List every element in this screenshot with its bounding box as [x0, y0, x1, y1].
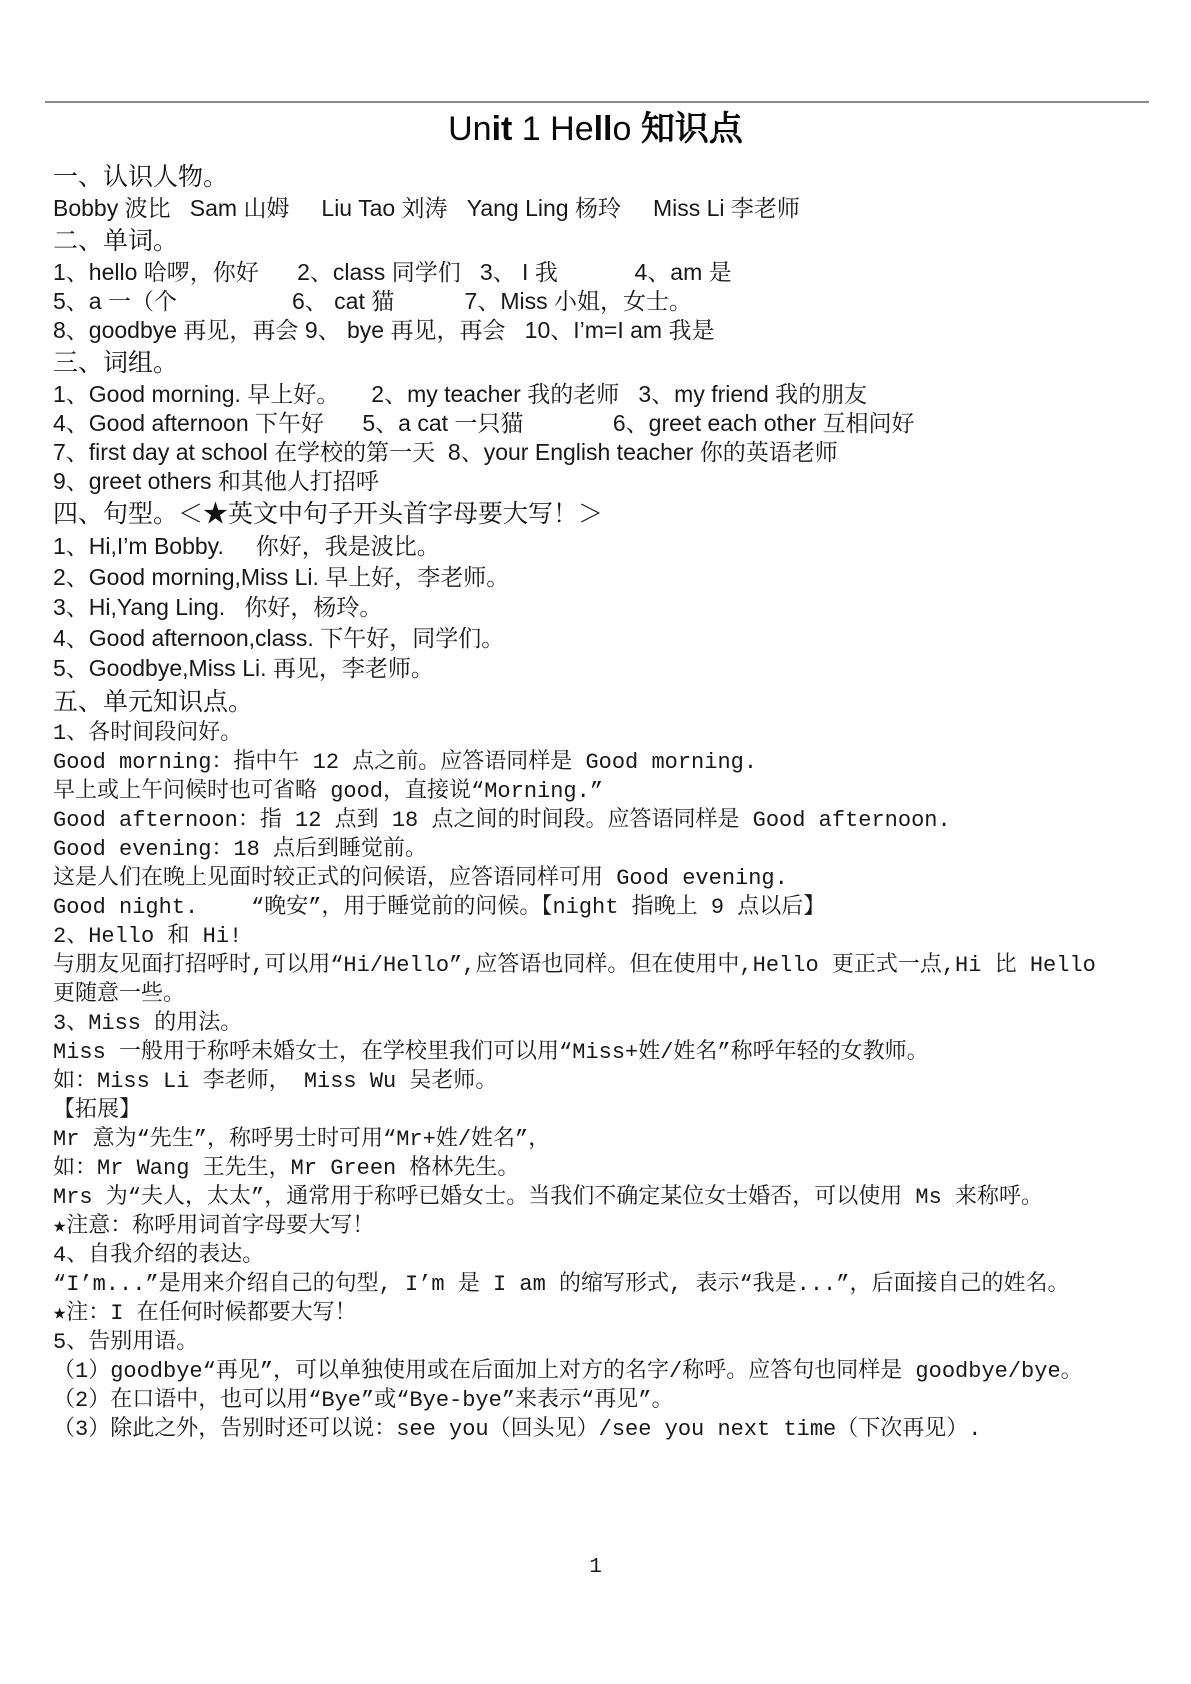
text-line: 3、Miss 的用法。 — [53, 1010, 243, 1036]
text-line: Mrs 为“夫人，太太”，通常用于称呼已婚女士。当我们不确定某位女士婚否，可以使用 Ms 来称呼。 — [53, 1184, 1044, 1210]
text-line: （2）在口语中，也可以用“Bye”或“Bye-bye”来表示“再见”。 — [53, 1387, 674, 1413]
text-line: ★注意：称呼用词首字母要大写！ — [53, 1213, 375, 1239]
section-heading: 二、单词。 — [53, 226, 179, 255]
title-seg-3: 1 He — [512, 110, 594, 148]
section-words — [53, 223, 1153, 345]
section-heading: 四、句型。＜★英文中句子开头首字母要大写！＞ — [53, 499, 604, 528]
text-line: Good evening：18 点后到睡觉前。 — [53, 836, 428, 862]
text-line: 2、Hello 和 Hi! — [53, 923, 243, 949]
section-people — [53, 159, 1153, 223]
text-line: 1、hello 哈啰，你好 2、class 同学们 3、 I 我 4、am 是 — [53, 259, 732, 285]
text-line: ★注：I 在任何时候都要大写！ — [53, 1300, 357, 1326]
section-heading: 五、单元知识点。 — [53, 686, 254, 716]
title-seg-2: it — [491, 110, 513, 148]
text-line: 5、Goodbye,Miss Li. 再见，李老师。 — [53, 655, 434, 681]
text-line: 2、Good morning,Miss Li. 早上好，李老师。 — [53, 563, 510, 590]
title-seg-4: ll — [593, 110, 613, 148]
text-line: 7、first day at school 在学校的第一天 8、your English teacher 你的英语老师 — [53, 439, 838, 465]
title-seg-1: Un — [448, 110, 492, 148]
text-line: 4、自我介绍的表达。 — [53, 1242, 265, 1268]
section-heading: 三、词组。 — [53, 348, 179, 377]
page-number: 1 — [589, 1556, 602, 1579]
text-line: Good afternoon：指 12 点到 18 点之间的时间段。应答语同样是 Good afternoon. — [53, 807, 951, 833]
text-line: 5、告别用语。 — [53, 1329, 199, 1355]
document-body — [53, 159, 1153, 1444]
text-line: Good night. “晚安”，用于睡觉前的问候。【night 指晚上 9 点以后】 — [53, 894, 826, 920]
title-seg-5: o — [612, 110, 632, 148]
text-line: （3）除此之外，告别时还可以说：see you（回头见）/see you next time（下次再见）. — [53, 1416, 982, 1442]
text-line: “I’m...”是用来介绍自己的句型, I’m 是 I am 的缩写形式, 表示“我是...”，后面接自己的姓名。 — [53, 1271, 1070, 1297]
text-line: 8、goodbye 再见，再会 9、 bye 再见，再会 10、I’m=I am 我是 — [53, 317, 715, 343]
text-line: 4、Good afternoon,class. 下午好，同学们。 — [53, 624, 505, 651]
text-line: 这是人们在晚上见面时较正式的问候语，应答语同样可用 Good evening. — [53, 865, 788, 891]
section-sentences — [53, 496, 1153, 684]
section-notes — [53, 684, 1153, 1444]
header-divider — [45, 101, 1149, 103]
text-line: Miss 一般用于称呼未婚女士，在学校里我们可以用“Miss+姓/姓名”称呼年轻的女教师。 — [53, 1039, 929, 1065]
text-line: （1）goodbye“再见”，可以单独使用或在后面加上对方的名字/称呼。应答句也同样是 goodbye/bye。 — [53, 1358, 1083, 1384]
section-phrases — [53, 345, 1153, 496]
text-line: 1、Hi,I’m Bobby. 你好，我是波比。 — [53, 533, 440, 559]
text-line: Mr 意为“先生”，称呼男士时可用“Mr+姓/姓名”， — [53, 1126, 551, 1152]
text-line: 【拓展】 — [53, 1097, 142, 1123]
section-heading: 一、认识人物。 — [53, 162, 229, 191]
text-line: Bobby 波比 Sam 山姆 Liu Tao 刘涛 Yang Ling 杨玲 Miss Li 李老师 — [53, 195, 800, 221]
text-line: 更随意一些。 — [53, 981, 186, 1007]
text-line: 5、a 一（个 6、 cat 猫 7、Miss 小姐，女士。 — [53, 288, 692, 314]
text-line: 与朋友见面打招呼时,可以用“Hi/Hello”,应答语也同样。但在使用中,Hello 更正式一点,Hi 比 Hello — [53, 952, 1096, 978]
document-title — [0, 107, 1191, 151]
text-line: 早上或上午问候时也可省略 good，直接说“Morning.” — [53, 778, 604, 804]
text-line: 如：Miss Li 李老师， Miss Wu 吴老师。 — [53, 1068, 498, 1094]
text-line: 3、Hi,Yang Ling. 你好，杨玲。 — [53, 594, 383, 620]
text-line: 如：Mr Wang 王先生，Mr Green 格林先生。 — [53, 1155, 520, 1181]
text-line: 1、Good morning. 早上好。 2、my teacher 我的老师 3、my friend 我的朋友 — [53, 381, 868, 407]
text-line: 4、Good afternoon 下午好 5、a cat 一只猫 6、greet each other 互相问好 — [53, 410, 915, 436]
text-line: 9、greet others 和其他人打招呼 — [53, 468, 379, 494]
text-line: 1、各时间段问好。 — [53, 720, 243, 746]
text-line: Good morning：指中午 12 点之前。应答语同样是 Good morning. — [53, 749, 758, 775]
title-seg-6: 知识点 — [631, 110, 743, 148]
